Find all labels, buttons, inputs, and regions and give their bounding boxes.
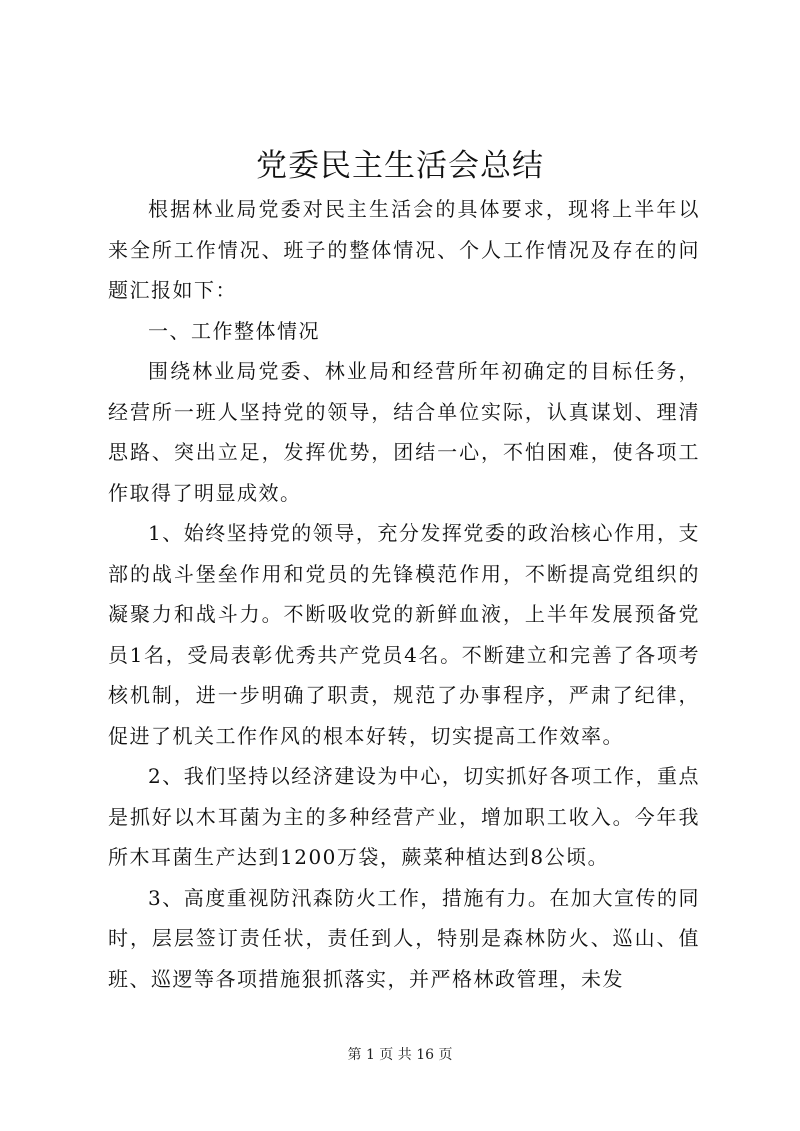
intro-paragraph: 根据林业局党委对民主生活会的具体要求，现将上半年以来全所工作情况、班子的整体情况、个人工作情况及存在的问题汇报如下： — [108, 197, 700, 302]
section-heading: 一、工作整体情况 — [148, 318, 320, 343]
overview-paragraph: 围绕林业局党委、林业局和经营所年初确定的目标任务，经营所一班人坚持党的领导，结合单位实际，认真谋划、理清思路、突出立足，发挥优势，团结一心，不怕困难，使各项工作取得了明显成效。 — [108, 359, 700, 505]
document-title: 党委民主生活会总结 — [256, 148, 544, 184]
item-3-paragraph: 3、高度重视防汛森防火工作，措施有力。在加大宣传的同时，层层签订责任状，责任到人，特别是森林防火、巡山、值班、巡逻等各项措施狠抓落实，并严格林政管理，未发 — [108, 885, 700, 991]
item-1-paragraph: 1、始终坚持党的领导，充分发挥党委的政治核心作用，支部的战斗堡垒作用和党员的先锋模范作用，不断提高党组织的凝聚力和战斗力。不断吸收党的新鲜血液，上半年发展预备党员1名，受局表彰优秀共产党员4名。不断建立和完善了各项考核机制，进一步明确了职责，规范了办事程序，严肃了纪律，促进了机关工作作风的根本好转，切实提高工作效率。 — [108, 521, 700, 748]
page-number-footer: 第 1 页 共 16 页 — [347, 1047, 453, 1063]
document-body — [108, 189, 700, 999]
item-2-paragraph: 2、我们坚持以经济建设为中心，切实抓好各项工作，重点是抓好以木耳菌为主的多种经营产业，增加职工收入。今年我所木耳菌生产达到1200万袋，蕨菜种植达到8公顷。 — [108, 764, 700, 869]
